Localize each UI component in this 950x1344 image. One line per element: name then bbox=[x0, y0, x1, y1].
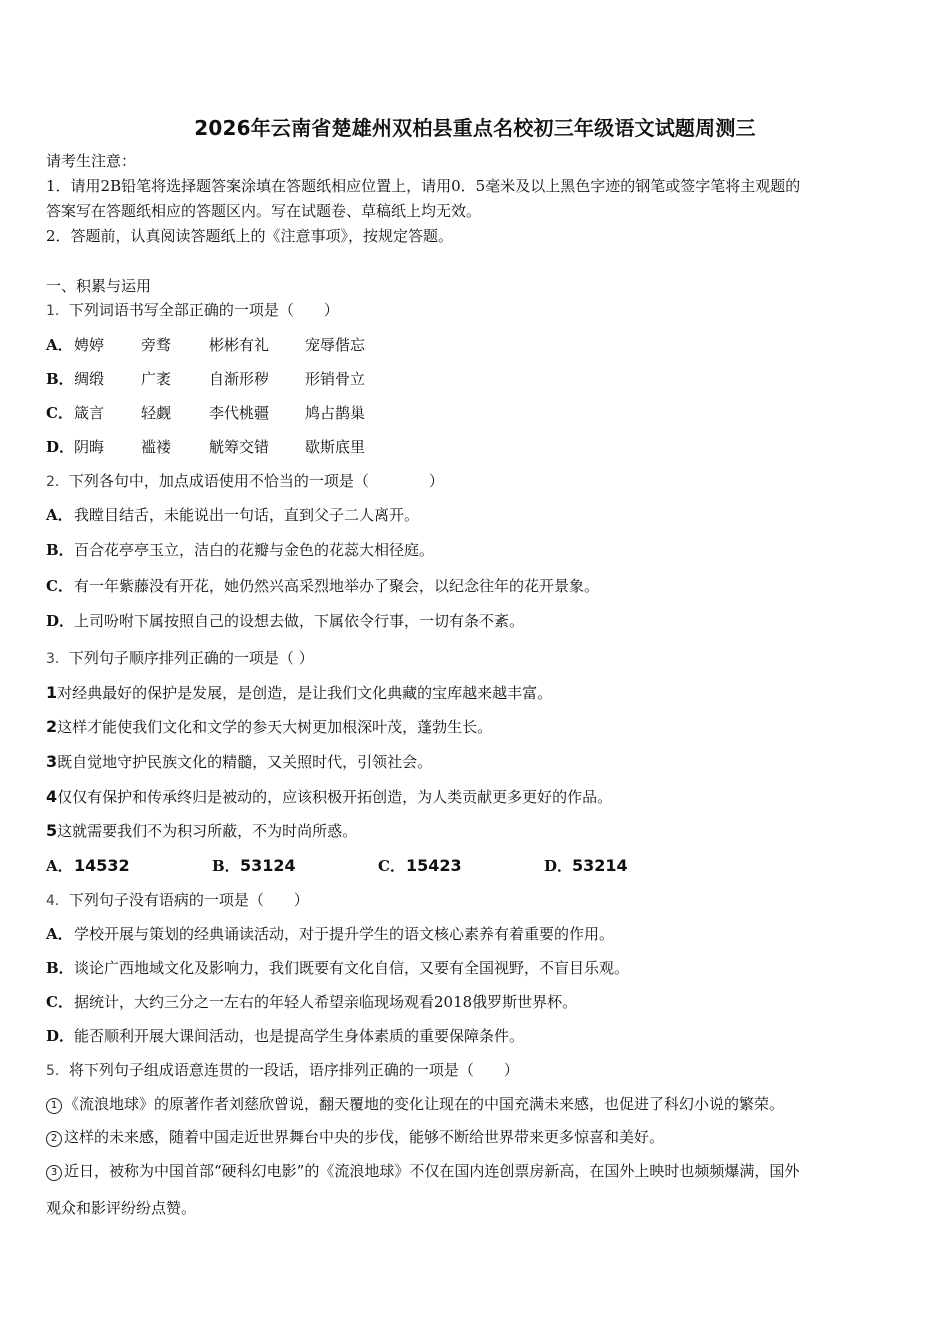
option-label: C． bbox=[378, 857, 405, 875]
q3-sentence-5 bbox=[46, 821, 357, 841]
q5-sentence-2 bbox=[46, 1127, 664, 1147]
option-word: 褴褛 bbox=[141, 438, 172, 456]
answer-option-c bbox=[378, 856, 544, 876]
option-word: 彬彬有礼 bbox=[209, 336, 270, 354]
q5-sentence-3 bbox=[46, 1161, 799, 1181]
option-text: 有一年紫藤没有开花，她仍然兴高采烈地举办了聚会，以纪念往年的花开景象。 bbox=[74, 577, 600, 595]
q5-sentence-3-cont: 观众和影评纷纷点赞。 bbox=[46, 1199, 197, 1217]
question-text: 下列句子顺序排列正确的一项是（ ） bbox=[68, 649, 314, 667]
question-5-stem bbox=[46, 1060, 519, 1081]
sentence-text: 这样才能使我们文化和文学的参天大树更加根深叶茂，蓬勃生长。 bbox=[57, 718, 493, 736]
sentence-text: 对经典最好的保护是发展，是创造，是让我们文化典藏的宝库越来越丰富。 bbox=[57, 684, 553, 702]
question-text: 下列词语书写全部正确的一项是（ ） bbox=[68, 301, 339, 319]
question-number: 2． bbox=[46, 474, 69, 490]
q4-option-d bbox=[46, 1026, 524, 1046]
notice-line-1b: 答案写在答题纸相应的答题区内。写在试题卷、草稿纸上均无效。 bbox=[46, 202, 482, 220]
answer-option-a bbox=[46, 856, 212, 876]
option-label: A． bbox=[46, 925, 73, 943]
sentence-text: 近日，被称为中国首部“硬科幻电影”的《流浪地球》不仅在国内连创票房新高，在国外上映时也频频爆满，国外 bbox=[64, 1162, 800, 1180]
option-word: 歇斯底里 bbox=[305, 438, 366, 456]
option-label: D． bbox=[46, 438, 75, 456]
option-label: D． bbox=[46, 1027, 75, 1045]
question-number: 5． bbox=[46, 1063, 69, 1079]
option-word: 绸缎 bbox=[74, 370, 105, 388]
answer-option-b bbox=[212, 856, 378, 876]
q3-sentence-3 bbox=[46, 752, 432, 772]
question-2-stem bbox=[46, 471, 444, 492]
sentence-number: 2 bbox=[46, 717, 58, 736]
notice-line-1: 1．请用2B铅笔将选择题答案涂填在答题纸相应位置上，请用0．5毫米及以上黑色字迹的钢笔或签字笔将主观题的 bbox=[46, 177, 801, 195]
q3-answers bbox=[46, 856, 710, 876]
option-text: 上司吩咐下属按照自己的设想去做，下属依令行事，一切有条不紊。 bbox=[74, 612, 525, 630]
option-word: 觥筹交错 bbox=[209, 438, 270, 456]
sentence-number: 5 bbox=[46, 821, 58, 840]
q3-sentence-2 bbox=[46, 717, 492, 737]
answer-value: 53124 bbox=[240, 856, 296, 875]
q2-option-d bbox=[46, 611, 524, 631]
q1-option-b bbox=[46, 369, 365, 389]
question-1-stem bbox=[46, 300, 339, 321]
option-label: C． bbox=[46, 404, 73, 422]
option-label: D． bbox=[46, 612, 75, 630]
question-3-stem bbox=[46, 648, 314, 669]
option-text: 据统计，大约三分之一左右的年轻人希望亲临现场观看2018俄罗斯世界杯。 bbox=[74, 993, 578, 1011]
sentence-number: 4 bbox=[46, 787, 58, 806]
sentence-number: 3 bbox=[46, 752, 58, 771]
question-number: 4． bbox=[46, 893, 69, 909]
option-label: A． bbox=[46, 336, 73, 354]
answer-value: 15423 bbox=[406, 856, 462, 875]
q4-option-a bbox=[46, 924, 614, 944]
q2-option-b bbox=[46, 540, 434, 560]
option-label: C． bbox=[46, 993, 73, 1011]
option-label: D． bbox=[544, 857, 573, 875]
page-title: 2026年云南省楚雄州双柏县重点名校初三年级语文试题周测三 bbox=[194, 116, 756, 140]
option-label: A． bbox=[46, 857, 73, 875]
q3-sentence-1 bbox=[46, 683, 552, 703]
option-word: 形销骨立 bbox=[305, 370, 366, 388]
option-word: 箴言 bbox=[74, 404, 105, 422]
option-text: 能否顺利开展大课间活动，也是提高学生身体素质的重要保障条件。 bbox=[74, 1027, 525, 1045]
option-text: 我瞠目结舌，未能说出一句话，直到父子二人离开。 bbox=[74, 506, 420, 524]
notice-line-2: 2．答题前，认真阅读答题纸上的《注意事项》，按规定答题。 bbox=[46, 227, 454, 245]
q2-option-c bbox=[46, 576, 599, 596]
question-text: 下列各句中，加点成语使用不恰当的一项是（ ） bbox=[68, 472, 444, 490]
sentence-text: 既自觉地守护民族文化的精髓，又关照时代，引领社会。 bbox=[57, 753, 433, 771]
answer-option-d bbox=[544, 856, 710, 876]
option-label: B． bbox=[212, 857, 240, 875]
option-word: 广袤 bbox=[141, 370, 172, 388]
q1-option-d bbox=[46, 437, 365, 457]
circled-number: 2 bbox=[46, 1131, 62, 1147]
answer-value: 14532 bbox=[74, 856, 130, 875]
question-text: 将下列句子组成语意连贯的一段话，语序排列正确的一项是（ ） bbox=[68, 1061, 519, 1079]
question-number: 1． bbox=[46, 303, 69, 319]
q3-sentence-4 bbox=[46, 787, 612, 807]
option-word: 娉婷 bbox=[74, 336, 105, 354]
question-4-stem bbox=[46, 890, 309, 911]
q4-option-b bbox=[46, 958, 629, 978]
option-label: B． bbox=[46, 370, 74, 388]
option-word: 轻觑 bbox=[141, 404, 172, 422]
option-word: 自渐形秽 bbox=[209, 370, 270, 388]
option-text: 百合花亭亭玉立，洁白的花瓣与金色的花蕊大相径庭。 bbox=[74, 541, 435, 559]
sentence-text: 这就需要我们不为积习所蔽，不为时尚所惑。 bbox=[57, 822, 358, 840]
answer-value: 53214 bbox=[572, 856, 628, 875]
q5-sentence-1 bbox=[46, 1094, 784, 1114]
notice-heading: 请考生注意： bbox=[46, 152, 137, 170]
question-number: 3． bbox=[46, 651, 69, 667]
option-text: 学校开展与策划的经典诵读活动，对于提升学生的语文核心素养有着重要的作用。 bbox=[74, 925, 615, 943]
option-word: 旁骛 bbox=[141, 336, 172, 354]
sentence-number: 1 bbox=[46, 683, 58, 702]
option-word: 李代桃疆 bbox=[209, 404, 270, 422]
q4-option-c bbox=[46, 992, 577, 1012]
sentence-text: 仅仅有保护和传承终归是被动的，应该积极开拓创造，为人类贡献更多更好的作品。 bbox=[57, 788, 613, 806]
option-text: 谈论广西地域文化及影响力，我们既要有文化自信，又要有全国视野，不盲目乐观。 bbox=[74, 959, 630, 977]
option-word: 鸠占鹊巢 bbox=[305, 404, 366, 422]
question-text: 下列句子没有语病的一项是（ ） bbox=[68, 891, 309, 909]
q1-option-c bbox=[46, 403, 365, 423]
option-label: B． bbox=[46, 959, 74, 977]
sentence-text: 《流浪地球》的原著作者刘慈欣曾说，翻天覆地的变化让现在的中国充满未来感，也促进了科幻小说的繁荣。 bbox=[64, 1095, 785, 1113]
circled-number: 3 bbox=[46, 1165, 62, 1181]
option-word: 阴晦 bbox=[74, 438, 105, 456]
q2-option-a bbox=[46, 505, 419, 525]
option-label: B． bbox=[46, 541, 74, 559]
option-label: C． bbox=[46, 577, 73, 595]
sentence-text: 这样的未来感，随着中国走近世界舞台中央的步伐，能够不断给世界带来更多惊喜和美好。 bbox=[64, 1128, 665, 1146]
option-word: 宠辱偕忘 bbox=[305, 336, 366, 354]
section-heading: 一、积累与运用 bbox=[46, 277, 152, 295]
option-label: A． bbox=[46, 506, 73, 524]
q1-option-a bbox=[46, 335, 365, 355]
circled-number: 1 bbox=[46, 1098, 62, 1114]
